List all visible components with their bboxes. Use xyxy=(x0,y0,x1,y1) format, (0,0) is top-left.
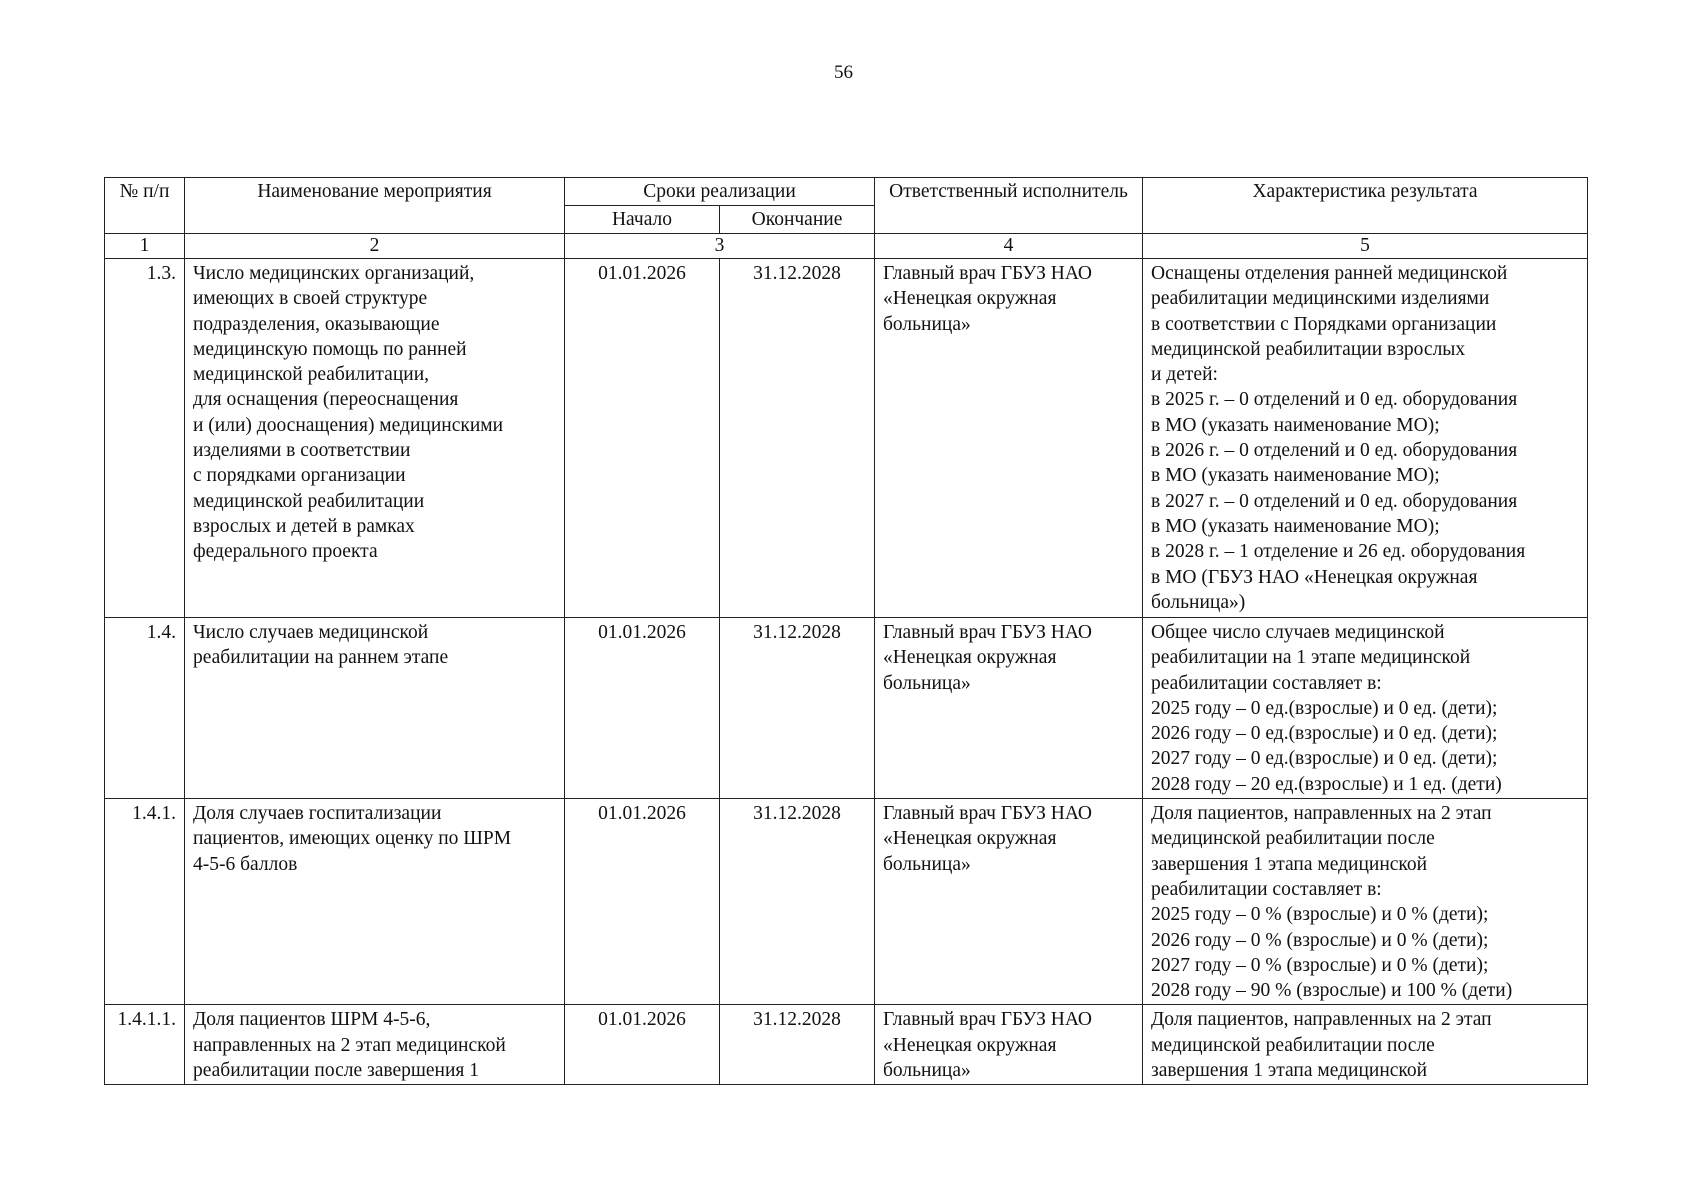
result-line: в 2027 г. – 0 отделений и 0 ед. оборудования xyxy=(1151,490,1518,512)
activity-name-line: Доля случаев госпитализации xyxy=(193,803,442,825)
column-number: 1 xyxy=(105,234,185,259)
result-line: в 2025 г. – 0 отделений и 0 ед. оборудования xyxy=(1151,389,1518,411)
activity-name-line: медицинской реабилитации, xyxy=(193,364,430,386)
result-line: Доля пациентов, направленных на 2 этап xyxy=(1151,1009,1492,1031)
result-line: в соответствии с Порядками организации xyxy=(1151,313,1497,335)
activity-name-line: подразделения, оказывающие xyxy=(193,313,440,335)
responsible xyxy=(875,1005,1143,1085)
result-line: в 2026 г. – 0 отделений и 0 ед. оборудования xyxy=(1151,440,1518,462)
page-number: 56 xyxy=(834,62,853,83)
responsible-line: больница» xyxy=(883,1060,971,1082)
responsible xyxy=(875,618,1143,799)
header-responsible: Ответственный исполнитель xyxy=(875,178,1143,234)
activity-name-line: и (или) дооснащения) медицинскими xyxy=(193,414,504,436)
row-number: 1.3. xyxy=(105,259,185,618)
column-number: 2 xyxy=(185,234,565,259)
result-line: реабилитации составляет в: xyxy=(1151,672,1382,694)
result-line: 2027 году – 0 ед.(взрослые) и 0 ед. (дети); xyxy=(1151,748,1498,770)
end-date: 31.12.2028 xyxy=(720,799,875,1005)
result xyxy=(1143,259,1588,618)
start-date: 01.01.2026 xyxy=(565,799,720,1005)
activity-name-line: для оснащения (переоснащения xyxy=(193,389,459,411)
result xyxy=(1143,1005,1588,1085)
header-start: Начало xyxy=(565,206,720,234)
result-line: в 2028 г. – 1 отделение и 26 ед. оборудования xyxy=(1151,541,1526,563)
start-date: 01.01.2026 xyxy=(565,618,720,799)
responsible-line: Главный врач ГБУЗ НАО xyxy=(883,803,1093,825)
result-line: в МО (указать наименование МО); xyxy=(1151,515,1440,537)
result-line: 2025 году – 0 % (взрослые) и 0 % (дети); xyxy=(1151,904,1489,926)
responsible xyxy=(875,259,1143,618)
activity-name-line: пациентов, имеющих оценку по ШРМ xyxy=(193,828,512,850)
activity-name-line: с порядками организации xyxy=(193,465,406,487)
result-line: завершения 1 этапа медицинской xyxy=(1151,1060,1428,1082)
column-number: 5 xyxy=(1143,234,1588,259)
result-line: медицинской реабилитации после xyxy=(1151,828,1435,850)
activity-name-line: Число случаев медицинской xyxy=(193,622,429,643)
responsible-line: «Ненецкая окружная xyxy=(883,1034,1057,1056)
activity-name-line: медицинскую помощь по ранней xyxy=(193,338,467,360)
activity-name-line: медицинской реабилитации xyxy=(193,490,425,512)
responsible-line: Главный врач ГБУЗ НАО xyxy=(883,1009,1093,1031)
result-line: в МО (ГБУЗ НАО «Ненецкая окружная xyxy=(1151,566,1478,588)
column-numbers-row xyxy=(105,234,1588,259)
column-number: 4 xyxy=(875,234,1143,259)
result-line: реабилитации составляет в: xyxy=(1151,878,1382,900)
row-number: 1.4.1. xyxy=(105,799,185,1005)
start-date: 01.01.2026 xyxy=(565,1005,720,1085)
result-line: Общее число случаев медицинской xyxy=(1151,622,1445,643)
table-row xyxy=(105,618,1588,799)
header-period: Сроки реализации xyxy=(565,178,875,206)
table-row xyxy=(105,799,1588,1005)
result-line: 2028 году – 20 ед.(взрослые) и 1 ед. (дети) xyxy=(1151,773,1502,795)
result-line: и детей: xyxy=(1151,364,1218,386)
header-end: Окончание xyxy=(720,206,875,234)
activity-name xyxy=(185,618,565,799)
result-line: в МО (указать наименование МО); xyxy=(1151,414,1440,436)
responsible-line: больница» xyxy=(883,853,971,875)
result-line: 2027 году – 0 % (взрослые) и 0 % (дети); xyxy=(1151,954,1489,976)
result-line: медицинской реабилитации после xyxy=(1151,1034,1435,1056)
header-result: Характеристика результата xyxy=(1143,178,1588,234)
result-line: завершения 1 этапа медицинской xyxy=(1151,853,1428,875)
activity-name-line: 4-5-6 баллов xyxy=(193,853,298,875)
result-line: в МО (указать наименование МО); xyxy=(1151,465,1440,487)
responsible-line: «Ненецкая окружная xyxy=(883,288,1057,310)
activity-name xyxy=(185,799,565,1005)
responsible-line: «Ненецкая окружная xyxy=(883,647,1057,669)
result-line: реабилитации медицинскими изделиями xyxy=(1151,288,1490,310)
responsible-line: «Ненецкая окружная xyxy=(883,828,1057,850)
result-line: больница») xyxy=(1151,591,1246,613)
activity-name-line: изделиями в соответствии xyxy=(193,440,411,462)
activity-name xyxy=(185,1005,565,1085)
end-date: 31.12.2028 xyxy=(720,1005,875,1085)
table-row xyxy=(105,259,1588,618)
activity-name-line: реабилитации после завершения 1 xyxy=(193,1060,479,1082)
header-name: Наименование мероприятия xyxy=(185,178,565,234)
row-number: 1.4.1.1. xyxy=(105,1005,185,1085)
result xyxy=(1143,618,1588,799)
result-line: Оснащены отделения ранней медицинской xyxy=(1151,263,1508,284)
result-line: медицинской реабилитации взрослых xyxy=(1151,338,1466,360)
activity-name-line: направленных на 2 этап медицинской xyxy=(193,1034,506,1056)
end-date: 31.12.2028 xyxy=(720,618,875,799)
row-number: 1.4. xyxy=(105,618,185,799)
responsible xyxy=(875,799,1143,1005)
responsible-line: Главный врач ГБУЗ НАО xyxy=(883,622,1093,643)
activity-name-line: федерального проекта xyxy=(193,541,378,563)
result-line: 2026 году – 0 ед.(взрослые) и 0 ед. (дети); xyxy=(1151,723,1498,745)
responsible-line: больница» xyxy=(883,313,971,335)
activity-name-line: Число медицинских организаций, xyxy=(193,263,475,284)
activities-table xyxy=(104,177,1588,1085)
responsible-line: Главный врач ГБУЗ НАО xyxy=(883,263,1093,284)
activity-name-line: реабилитации на раннем этапе xyxy=(193,647,449,669)
start-date: 01.01.2026 xyxy=(565,259,720,618)
result-line: реабилитации на 1 этапе медицинской xyxy=(1151,647,1471,669)
result xyxy=(1143,799,1588,1005)
result-line: 2025 году – 0 ед.(взрослые) и 0 ед. (дети); xyxy=(1151,697,1498,719)
activity-name-line: взрослых и детей в рамках xyxy=(193,515,415,537)
result-line: 2028 году – 90 % (взрослые) и 100 % (дети) xyxy=(1151,980,1513,1002)
result-line: 2026 году – 0 % (взрослые) и 0 % (дети); xyxy=(1151,929,1489,951)
table-row xyxy=(105,1005,1588,1085)
activity-name xyxy=(185,259,565,618)
end-date: 31.12.2028 xyxy=(720,259,875,618)
column-number: 3 xyxy=(565,234,875,259)
activity-name-line: Доля пациентов ШРМ 4-5-6, xyxy=(193,1009,431,1031)
activity-name-line: имеющих в своей структуре xyxy=(193,288,428,310)
responsible-line: больница» xyxy=(883,672,971,694)
header-num: № п/п xyxy=(105,178,185,234)
result-line: Доля пациентов, направленных на 2 этап xyxy=(1151,803,1492,825)
